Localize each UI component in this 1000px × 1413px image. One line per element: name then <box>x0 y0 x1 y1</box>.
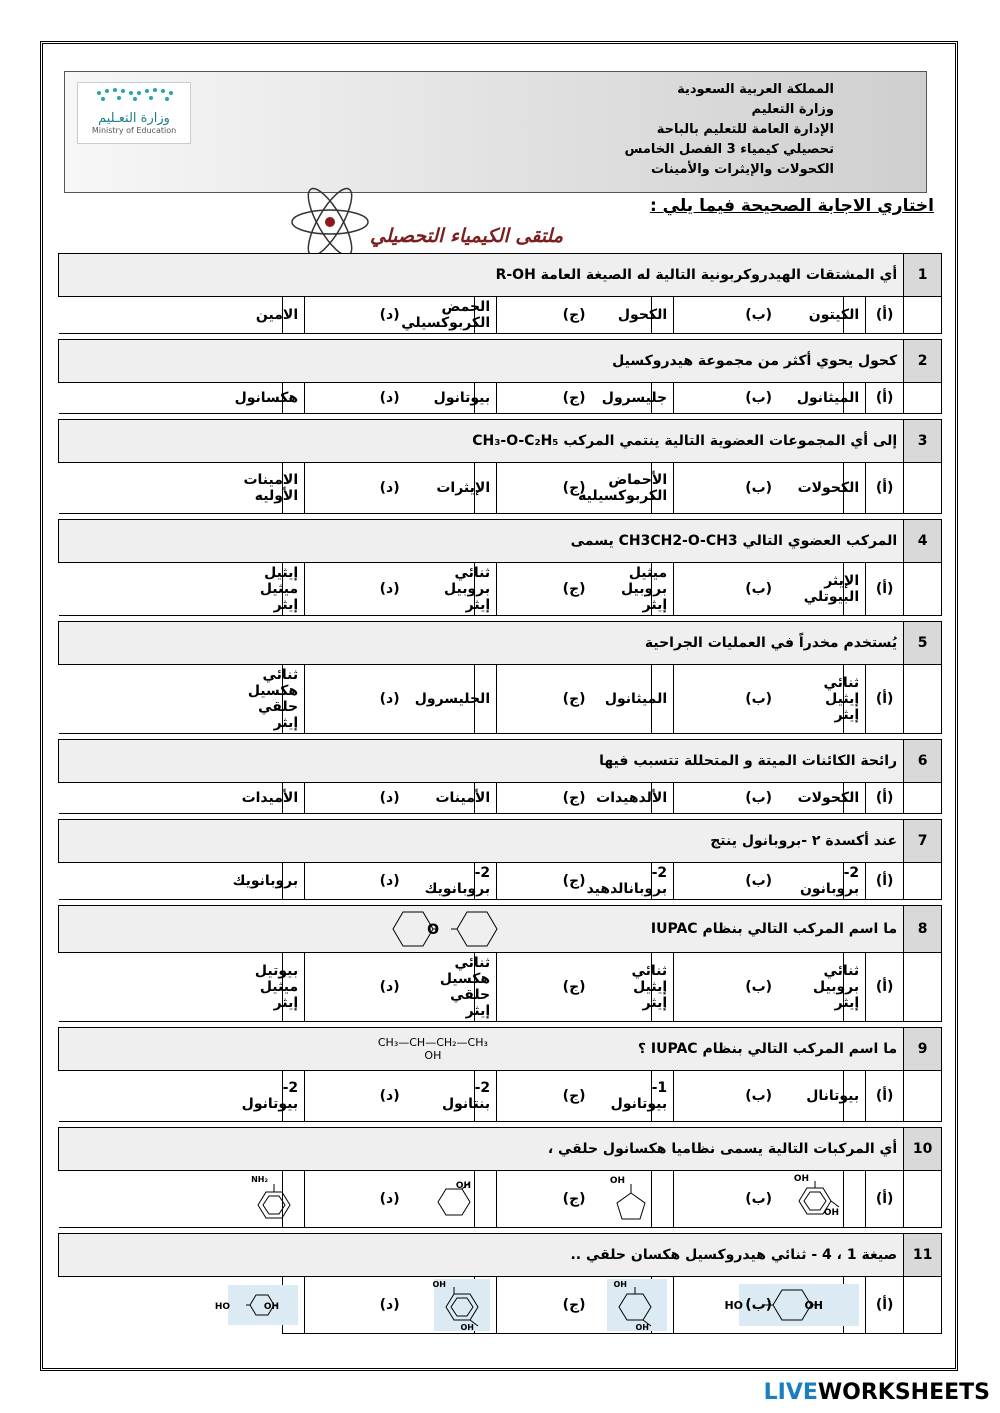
answer-blank[interactable] <box>904 783 942 814</box>
question-row <box>59 740 942 783</box>
answer-blank[interactable] <box>904 297 942 334</box>
footer-logo-a: LIVE <box>763 1380 818 1405</box>
question-text <box>59 906 904 953</box>
option-letter: (ب) <box>674 665 844 734</box>
option-letter: (أ) <box>866 1171 904 1228</box>
option-cell[interactable] <box>439 953 497 1022</box>
option-letter: (ب) <box>674 563 844 616</box>
option-cell[interactable] <box>251 1171 305 1228</box>
option-cell[interactable] <box>241 783 305 814</box>
question-number: 1 <box>904 254 942 297</box>
footer-logo-b: WORKSHEETS <box>817 1380 990 1405</box>
option-cell[interactable] <box>247 665 305 734</box>
option-text: الإيثر البيوتلي <box>803 573 860 605</box>
option-text: 2-بروبانون <box>799 865 860 897</box>
question-text <box>59 340 904 383</box>
option-letter: (د) <box>305 1071 475 1122</box>
option-cell[interactable] <box>433 383 497 414</box>
option-letter: (أ) <box>866 563 904 616</box>
option-letter: (د) <box>305 783 475 814</box>
svg-text:OH: OH <box>804 1299 824 1312</box>
option-letter: (ب) <box>674 863 844 900</box>
question-text <box>59 254 904 297</box>
option-cell[interactable] <box>436 463 497 514</box>
question-label: إلى أي المجموعات العضوية التالية ينتمي المركب CH₃-O-C₂H₅ <box>472 433 898 449</box>
option-letter: (أ) <box>866 783 904 814</box>
question-row <box>59 622 942 665</box>
option-cell[interactable] <box>797 783 866 814</box>
options-row <box>59 1277 942 1334</box>
answer-blank[interactable] <box>904 463 942 514</box>
option-letter: (أ) <box>866 463 904 514</box>
option-text: 1-بيوتانول <box>610 1080 668 1112</box>
question-label: أي المشتقات الهيدروكربونية التالية له الصيغة العامة R-OH <box>495 267 898 283</box>
options-row <box>59 383 942 414</box>
option-cell[interactable] <box>604 665 674 734</box>
question-text <box>59 1234 904 1277</box>
option-cell[interactable] <box>808 297 866 334</box>
option-text: هكسانول <box>234 390 299 406</box>
question-row <box>59 520 942 563</box>
option-cell[interactable] <box>806 1071 866 1122</box>
svg-text:NH₂: NH₂ <box>251 1175 269 1184</box>
answer-blank[interactable] <box>904 563 942 616</box>
question-number: 6 <box>904 740 942 783</box>
question-text <box>59 740 904 783</box>
option-letter: (ج) <box>497 665 652 734</box>
option-text: بيوتانال <box>806 1088 860 1104</box>
option-letter: (أ) <box>866 1071 904 1122</box>
options-row <box>59 863 942 900</box>
option-letter: (ب) <box>674 1171 844 1228</box>
option-text: ثنائي إيثيل إيثر <box>823 675 860 723</box>
option-text: الامين <box>255 307 299 323</box>
option-cell[interactable] <box>232 863 305 900</box>
header-lines <box>624 80 834 180</box>
logo-english: Ministry of Education <box>91 126 177 135</box>
option-cell[interactable] <box>617 297 674 334</box>
question-number: 11 <box>904 1234 942 1277</box>
question-label: عند أكسدة ٢ -بروبانول ينتج <box>710 833 898 849</box>
dicyclohexyl-ether-icon <box>381 908 511 950</box>
option-letter: (د) <box>305 863 475 900</box>
question-number: 2 <box>904 340 942 383</box>
option-letter: (ب) <box>674 383 844 414</box>
aniline-icon <box>248 1173 298 1225</box>
option-cell[interactable] <box>214 1277 305 1334</box>
option-cell[interactable] <box>243 463 305 514</box>
options-row <box>59 297 942 334</box>
option-text: الإيثرات <box>436 480 491 496</box>
options-row <box>59 665 942 734</box>
option-text: الجليسرول <box>414 691 491 707</box>
cyclohexanol-icon <box>430 1178 490 1220</box>
option-cell[interactable] <box>799 863 866 900</box>
option-cell[interactable] <box>424 863 497 900</box>
ministry-logo <box>77 82 191 144</box>
question-label: يُستخدم مخدراً في العمليات الجراحية <box>644 635 898 651</box>
option-text: ثنائي إيثيل إيثر <box>631 963 668 1011</box>
option-letter: (ج) <box>497 1277 652 1334</box>
option-letter: (ج) <box>497 563 652 616</box>
option-text: بيوتانول <box>433 390 491 406</box>
answer-blank[interactable] <box>904 383 942 414</box>
logo-dots-icon <box>89 83 179 105</box>
option-cell[interactable] <box>443 563 497 616</box>
question-label: ما اسم المركب التالي بنظام IUPAC ؟ <box>637 1041 898 1057</box>
option-letter: (ج) <box>497 1171 652 1228</box>
option-cell[interactable] <box>234 383 305 414</box>
option-cell[interactable] <box>432 1277 497 1334</box>
option-text: ثنائي هكسيل حلقي إيثر <box>247 667 299 731</box>
option-cell[interactable] <box>259 563 305 616</box>
option-text: بيوتيل ميثيل إيثر <box>254 963 299 1011</box>
option-letter: (أ) <box>866 1277 904 1334</box>
option-cell[interactable] <box>401 297 497 334</box>
option-cell[interactable] <box>631 953 674 1022</box>
answer-blank[interactable] <box>904 953 942 1022</box>
option-letter: (د) <box>305 297 475 334</box>
header-line: الإدارة العامة للتعليم بالباحة <box>656 122 834 137</box>
header-line: المملكة العربية السعودية <box>677 82 834 97</box>
option-text: 2- بيوتانول <box>241 1080 299 1112</box>
option-cell[interactable] <box>613 1277 674 1334</box>
header-box <box>64 71 927 193</box>
answer-blank[interactable] <box>904 1171 942 1228</box>
option-letter: (أ) <box>866 953 904 1022</box>
question-label: كحول يحوي أكثر من مجموعة هيدروكسيل <box>612 353 898 369</box>
cyclohexanediol-b-icon <box>607 1279 667 1331</box>
question-row <box>59 1128 942 1171</box>
option-letter: (ب) <box>674 1277 844 1334</box>
option-text: الميثانول <box>796 390 860 406</box>
svg-text:OH: OH <box>613 1280 628 1289</box>
butanol-structure <box>378 1036 488 1062</box>
question-label: أي المركبات التالية يسمى نظاميا هكسانول حلقي ، <box>547 1141 898 1157</box>
answer-blank[interactable] <box>904 863 942 900</box>
option-letter: (د) <box>305 1277 475 1334</box>
question-row <box>59 1028 942 1071</box>
option-cell[interactable] <box>803 563 866 616</box>
options-row <box>59 783 942 814</box>
option-text: الامينات الأوليه <box>243 472 299 504</box>
option-letter: (د) <box>305 463 475 514</box>
option-letter: (ب) <box>674 1071 844 1122</box>
svg-text:HO: HO <box>214 1302 231 1312</box>
option-letter: (ج) <box>497 1071 652 1122</box>
option-cell[interactable] <box>586 863 674 900</box>
option-text: الأحماض الكربوكسيليه <box>578 472 668 504</box>
option-letter: (د) <box>305 1171 475 1228</box>
svg-text:OH: OH <box>432 1280 447 1289</box>
question-label: المركب العضوي التالي CH3CH2-O-CH3 يسمى <box>570 533 898 549</box>
option-cell[interactable] <box>724 1277 866 1334</box>
question-row <box>59 420 942 463</box>
svg-text:O: O <box>427 922 439 938</box>
option-letter: (ج) <box>497 953 652 1022</box>
option-cell[interactable] <box>620 563 674 616</box>
option-text: إيثيل ميثيل إيثر <box>259 565 299 613</box>
option-letter: (ب) <box>674 297 844 334</box>
question-number: 10 <box>904 1128 942 1171</box>
option-cell[interactable] <box>578 463 674 514</box>
option-letter: (د) <box>305 383 475 414</box>
option-text: الأمينات <box>435 790 491 806</box>
instruction: اختاري الاجابة الصحيحة فيما يلي : <box>649 196 934 216</box>
question-label: رائحة الكائنات الميتة و المتحللة تتسبب فيها <box>599 753 898 769</box>
option-text: الحمض الكربوكسيلي <box>401 299 491 331</box>
question-number: 4 <box>904 520 942 563</box>
option-letter: (أ) <box>866 383 904 414</box>
svg-text:OH: OH <box>263 1302 280 1312</box>
option-cell[interactable] <box>255 297 305 334</box>
option-cell[interactable] <box>596 783 674 814</box>
option-letter: (د) <box>305 665 475 734</box>
option-text: 2- بنتانول <box>442 1080 491 1112</box>
option-letter: (ج) <box>497 783 652 814</box>
option-letter: (ب) <box>674 463 844 514</box>
option-cell[interactable] <box>609 1171 674 1228</box>
option-text: بروبانويك <box>232 873 299 889</box>
question-text <box>59 1128 904 1171</box>
question-text <box>59 520 904 563</box>
banner-title: ملتقى الكيمياء التحصيلي <box>370 225 564 247</box>
answer-blank[interactable] <box>904 1277 942 1334</box>
cyclopentanol-icon <box>607 1175 667 1223</box>
question-row <box>59 820 942 863</box>
option-text: الألدهيدات <box>596 790 668 806</box>
option-text: 2-بروبانالدهيد <box>586 865 668 897</box>
header-line: الكحولات والإيثرات والأمينات <box>650 162 834 177</box>
option-cell[interactable] <box>455 1171 497 1228</box>
option-letter: (ج) <box>497 297 652 334</box>
benzenediol-c-icon <box>434 1279 490 1331</box>
question-number: 3 <box>904 420 942 463</box>
header-line: تحصيلي كيمياء 3 الفصل الخامس <box>624 142 834 157</box>
footer-logo <box>764 1380 990 1405</box>
struct-oh: OH <box>424 1049 442 1062</box>
question-text <box>59 420 904 463</box>
option-cell[interactable] <box>601 383 674 414</box>
question-row <box>59 906 942 953</box>
benzenediol-icon <box>779 1175 859 1223</box>
option-cell[interactable] <box>793 1171 866 1228</box>
svg-text:HO: HO <box>724 1299 744 1312</box>
option-letter: (أ) <box>866 665 904 734</box>
option-text: الكحول <box>617 307 668 323</box>
question-number: 9 <box>904 1028 942 1071</box>
quiz-table <box>58 253 942 1334</box>
question-number: 5 <box>904 622 942 665</box>
svg-text:OH: OH <box>793 1174 810 1184</box>
options-row <box>59 1071 942 1122</box>
option-cell[interactable] <box>812 953 866 1022</box>
option-letter: (د) <box>305 953 475 1022</box>
question-label: صيغة 1 ، 4 - ثنائي هيدروكسيل هكسان حلقي .. <box>570 1247 898 1263</box>
option-letter: (ج) <box>497 383 652 414</box>
question-text <box>59 622 904 665</box>
option-cell[interactable] <box>254 953 305 1022</box>
question-number: 8 <box>904 906 942 953</box>
option-text: 2-بروبانويك <box>424 865 491 897</box>
option-cell[interactable] <box>435 783 497 814</box>
option-letter: (د) <box>305 563 475 616</box>
option-text: ثنائي بروبيل إيثر <box>443 565 491 613</box>
option-text: الكيتون <box>808 307 860 323</box>
option-text: الكحولات <box>797 790 860 806</box>
option-text: جليسرول <box>601 390 668 406</box>
svg-text:OH: OH <box>823 1208 840 1218</box>
hydroquinone-icon <box>214 1285 298 1325</box>
question-text <box>59 1028 904 1071</box>
option-letter: (ب) <box>674 953 844 1022</box>
option-text: ثنائي بروبيل إيثر <box>812 963 860 1011</box>
options-row <box>59 563 942 616</box>
option-cell[interactable] <box>610 1071 674 1122</box>
options-row <box>59 463 942 514</box>
svg-text:OH: OH <box>635 1323 650 1332</box>
svg-text:OH: OH <box>460 1323 475 1332</box>
header-line: وزارة التعليم <box>751 102 834 117</box>
question-row <box>59 1234 942 1277</box>
option-letter: (أ) <box>866 863 904 900</box>
question-number: 7 <box>904 820 942 863</box>
option-letter: (ج) <box>497 863 652 900</box>
svg-text:OH: OH <box>455 1181 472 1191</box>
option-cell[interactable] <box>241 1071 305 1122</box>
svg-text:OH: OH <box>609 1176 626 1186</box>
options-row <box>59 1171 942 1228</box>
option-letter: (أ) <box>866 297 904 334</box>
question-row <box>59 254 942 297</box>
option-letter: (ب) <box>674 783 844 814</box>
logo-arabic: وزارة التعـليم <box>98 111 170 126</box>
option-cell[interactable] <box>414 665 497 734</box>
questions-body <box>59 254 942 1334</box>
option-text: ثنائي هكسيل حلقي إيثر <box>439 955 491 1019</box>
struct-chain: CH₃—CH—CH₂—CH₃ <box>377 1036 488 1049</box>
question-label: ما اسم المركب التالي بنظام IUPAC <box>650 921 898 937</box>
answer-blank[interactable] <box>904 1071 942 1122</box>
option-cell[interactable] <box>797 463 866 514</box>
options-row <box>59 953 942 1022</box>
option-cell[interactable] <box>796 383 866 414</box>
option-letter: (ج) <box>497 463 652 514</box>
option-text: ميثيل بروبيل إيثر <box>620 565 668 613</box>
question-text <box>59 820 904 863</box>
question-row <box>59 340 942 383</box>
answer-blank[interactable] <box>904 665 942 734</box>
option-cell[interactable] <box>442 1071 497 1122</box>
option-cell[interactable] <box>823 665 866 734</box>
option-text: الكحولات <box>797 480 860 496</box>
option-text: الميثانول <box>604 691 668 707</box>
option-text: الأميدات <box>241 790 299 806</box>
